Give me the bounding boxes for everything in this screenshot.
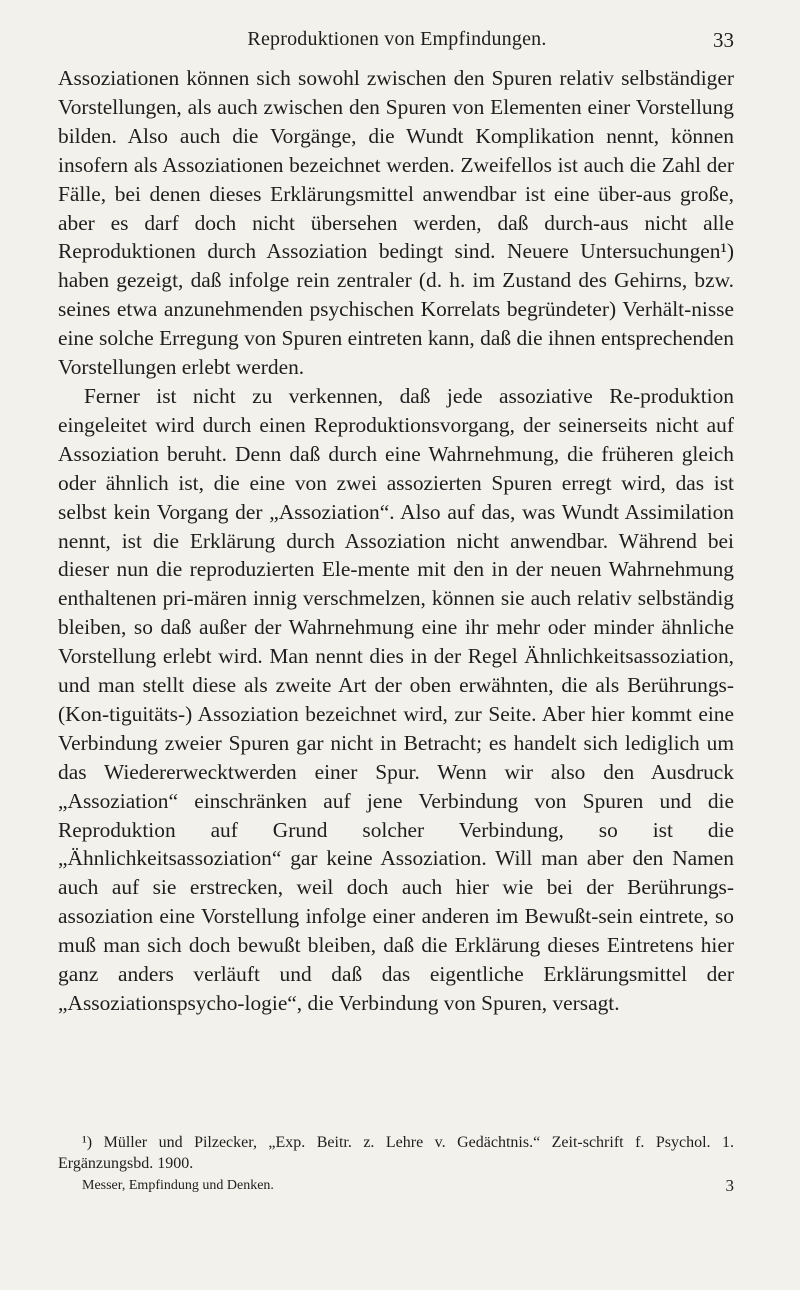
main-text [58,64,734,1018]
page-number: 33 [713,28,734,52]
paragraph-2: Ferner ist nicht zu verkennen, daß jede assoziative Re-produktion eingeleitet wird durch einen Reproduktionsvorgang, der seinerseits nicht auf Assoziation beruht. Denn daß durch eine Wahrnehmung, die früheren gleich oder ähnlich ist, die eine von zwei assozierten Spuren erregt wird, das ist selbst kein Vorgang der „Assoziation“. Also auf das, was Wundt Assimilation nennt, ist die Erklärung durch Assoziation nicht anwendbar. Während bei dieser nun die reproduzierten Ele-mente mit den in der neuen Wahrnehmung enthaltenen pri-mären innig verschmelzen, können sie auch relativ selbständig bleiben, so daß außer der Wahrnehmung eine ihr mehr oder minder ähnliche Vorstellung erlebt wird. Man nennt dies in der Regel Ähnlichkeitsassoziation, und man stellt diese als zweite Art der oben erwähnten, die als Berührungs- (Kon-tiguitäts-) Assoziation bezeichnet wird, zur Seite. Aber hier kommt eine Verbindung zweier Spuren gar nicht in Betracht; es handelt sich lediglich um das Wiedererwecktwerden einer Spur. Wenn wir also den Ausdruck „Assoziation“ einschränken auf jene Verbindung von Spuren und die Reproduktion auf Grund solcher Verbindung, so ist die „Ähnlichkeitsassoziation“ gar keine Assoziation. Will man aber den Namen auch auf sie erstrecken, weil doch auch hier wie bei der Berührungs-assoziation eine Vorstellung infolge einer anderen im Bewußt-sein eintrete, so muß man sich doch bewußt bleiben, daß die Erklärung dieses Eintretens hier ganz anders verläuft und daß das eigentliche Erklärungsmittel der „Assoziationspsycho-logie“, die Verbindung von Spuren, versagt. [58,383,734,1015]
running-title: Reproduktionen von Empfindungen. [247,28,547,50]
signature-line [82,1178,734,1194]
footnote-text: ¹) Müller und Pilzecker, „Exp. Beitr. z. Lehre v. Gedächtnis.“ Zeit-schrift f. Psychol. 1. Ergänzungsbd. 1900. [58,1134,734,1172]
running-header [60,28,734,58]
signature-text: Messer, Empfindung und Denken. [82,1178,274,1193]
signature-number: 3 [725,1176,734,1195]
paragraph-1: Assoziationen können sich sowohl zwischen den Spuren relativ selbständiger Vorstellungen, als auch zwischen den Spuren von Elementen einer Vorstellung bilden. Also auch die Vorgänge, die Wundt Komplikation nennt, können insofern als Assoziationen bezeichnet werden. Zweifellos ist auch die Zahl der Fälle, bei denen dieses Erklärungsmittel anwendbar ist eine über-aus große, aber es darf doch nicht übersehen werden, daß durch-aus nicht alle Reproduktionen durch Assoziation bedingt sind. Neuere Untersuchungen¹) haben gezeigt, daß infolge rein zentraler (d. h. im Zustand des Gehirns, bzw. seines etwa anzunehmenden psychischen Korrelats begründeter) Verhält-nisse eine solche Erregung von Spuren eintreten kann, daß die ihnen entsprechenden Vorstellungen erlebt werden. [58,66,734,380]
footnote [58,1132,734,1174]
